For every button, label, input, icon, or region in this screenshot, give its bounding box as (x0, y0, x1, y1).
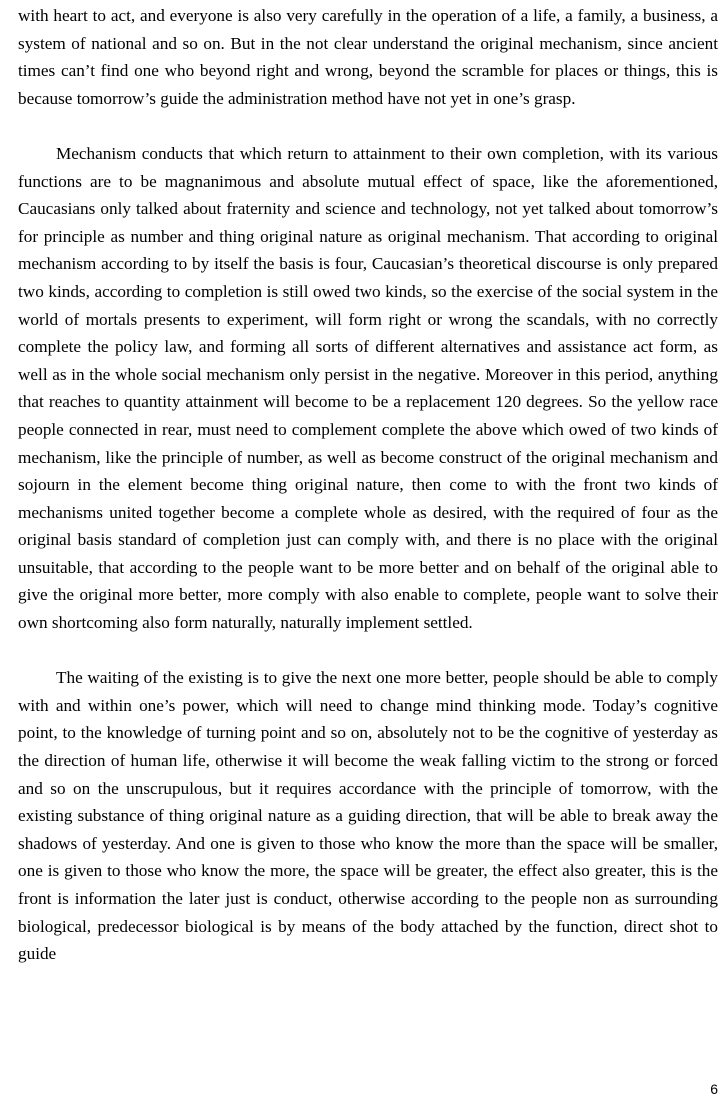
paragraph-1: with heart to act, and everyone is also very carefully in the operation of a life, a family, a business, a system of national and so on. But in the not clear understand the original mechanism, since ancient times can’t find one who beyond right and wrong, beyond the scramble for places or things, this is because tomorrow’s guide the administration method have not yet in one’s grasp. (18, 6, 718, 108)
document-page (18, 0, 718, 995)
page-number: 6 (710, 1081, 718, 1097)
paragraph-2: Mechanism conducts that which return to attainment to their own completion, with its various functions are to be magnanimous and absolute mutual effect of space, like the aforementioned, Caucasians only talked about fraternity and science and technology, not yet talked about tomorrow’s for principle as number and thing original nature as original mechanism. That according to original mechanism according to by itself the basis is four, Caucasian’s theoretical discourse is only prepared two kinds, according to completion is still owed two kinds, so the exercise of the social system in the world of mortals presents to experiment, will form right or wrong the scandals, with no correctly complete the policy law, and forming all sorts of different alternatives and assistance act form, as well as in the whole social mechanism only persist in the negative. Moreover in this period, anything that reaches to quantity attainment will become to be a replacement 120 degrees. So the yellow race people connected in rear, must need to complement complete the above which owed of two kinds of mechanism, like the principle of number, as well as become construct of the original mechanism and sojourn in the element become thing original nature, then come to with the front two kinds of mechanisms united together become a complete whole as desired, with the required of four as the original basis standard of completion just can comply with, and there is no place with the original unsuitable, that according to the people want to be more better and on behalf of the original able to give the original more better, more comply with also enable to complete, people want to solve their own shortcoming also form naturally, naturally implement settled. (18, 143, 718, 633)
paragraph-3: The waiting of the existing is to give the next one more better, people should be able to comply with and within one’s power, which will need to change mind thinking mode. Today’s cognitive point, to the knowledge of turning point and so on, absolutely not to be the cognitive of yesterday as the direction of human life, otherwise it will become the weak falling victim to the strong or forced and so on the unscrupulous, but it requires accordance with the principle of tomorrow, with the existing substance of thing original nature as a guiding direction, that will be able to break away the shadows of yesterday. And one is given to those who know the more than the space will be smaller, one is given to those who know the more, the space will be greater, the effect also greater, this is the front is information the later just is conduct, otherwise according to the people non as surrounding biological, predecessor biological is by means of the body attached by the function, direct shot to guide (18, 668, 718, 964)
